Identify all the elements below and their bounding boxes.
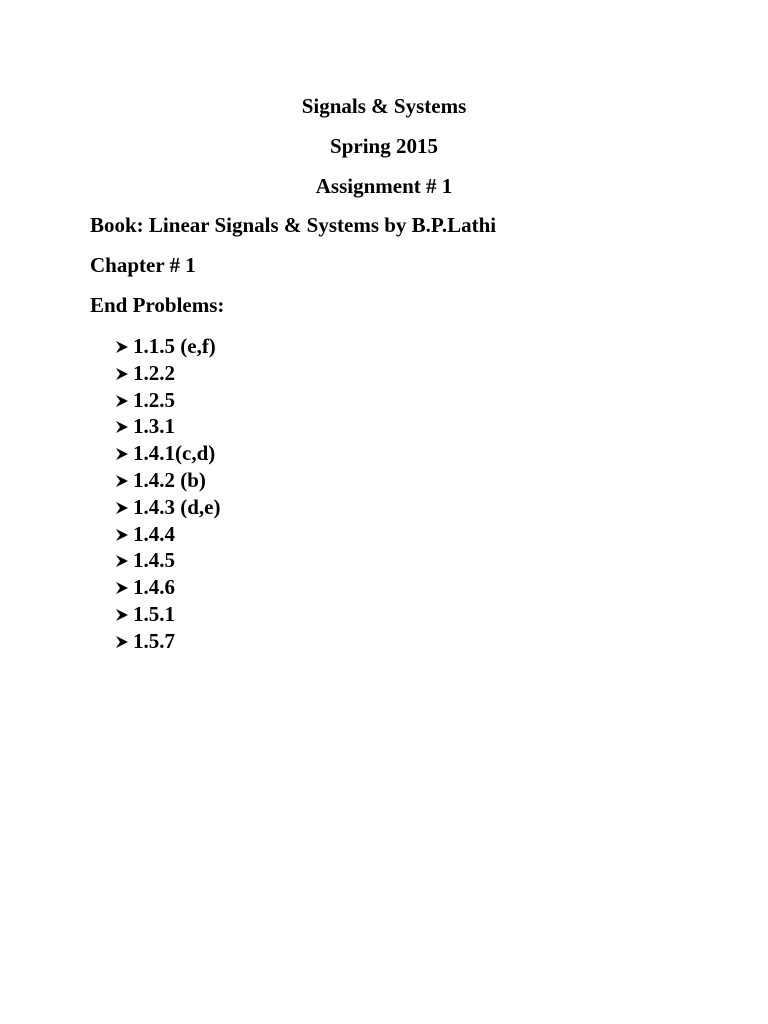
arrow-bullet-icon [113,574,133,601]
problem-text: 1.4.5 [133,548,175,573]
problem-text: 1.4.3 (d,e) [133,494,221,519]
problem-list [113,333,221,655]
problem-item [113,574,221,601]
arrow-bullet-icon [113,521,133,548]
problem-item [113,413,221,440]
problem-text: 1.4.6 [133,575,175,600]
problem-text: 1.5.1 [133,601,175,626]
arrow-bullet-icon [113,440,133,467]
course-title: Signals & Systems [301,94,467,118]
arrow-bullet-icon [113,494,133,521]
book-line: Book: Linear Signals & Systems by B.P.Lathi [90,213,497,237]
arrow-bullet-icon [113,601,133,628]
problem-item [113,360,221,387]
problem-text: 1.4.4 [133,521,175,546]
problem-text: 1.4.2 (b) [133,467,206,492]
problem-item [113,333,221,360]
arrow-bullet-icon [113,387,133,414]
problem-item [113,440,221,467]
arrow-bullet-icon [113,547,133,574]
problem-text: 1.3.1 [133,414,175,439]
problem-item [113,628,221,655]
end-problems-label: End Problems: [90,293,225,317]
chapter-line: Chapter # 1 [90,253,196,277]
arrow-bullet-icon [113,333,133,360]
problem-text: 1.2.5 [133,387,175,412]
problem-text: 1.2.2 [133,360,175,385]
problem-item [113,387,221,414]
arrow-bullet-icon [113,628,133,655]
problem-text: 1.4.1(c,d) [133,441,216,466]
problem-item [113,601,221,628]
problem-item [113,547,221,574]
problem-item [113,467,221,494]
assignment-title: Assignment # 1 [315,174,453,198]
problem-item [113,521,221,548]
arrow-bullet-icon [113,413,133,440]
term-label: Spring 2015 [330,134,438,158]
problem-text: 1.5.7 [133,628,175,653]
arrow-bullet-icon [113,467,133,494]
problem-item [113,494,221,521]
problem-text: 1.1.5 (e,f) [133,334,216,358]
arrow-bullet-icon [113,360,133,387]
